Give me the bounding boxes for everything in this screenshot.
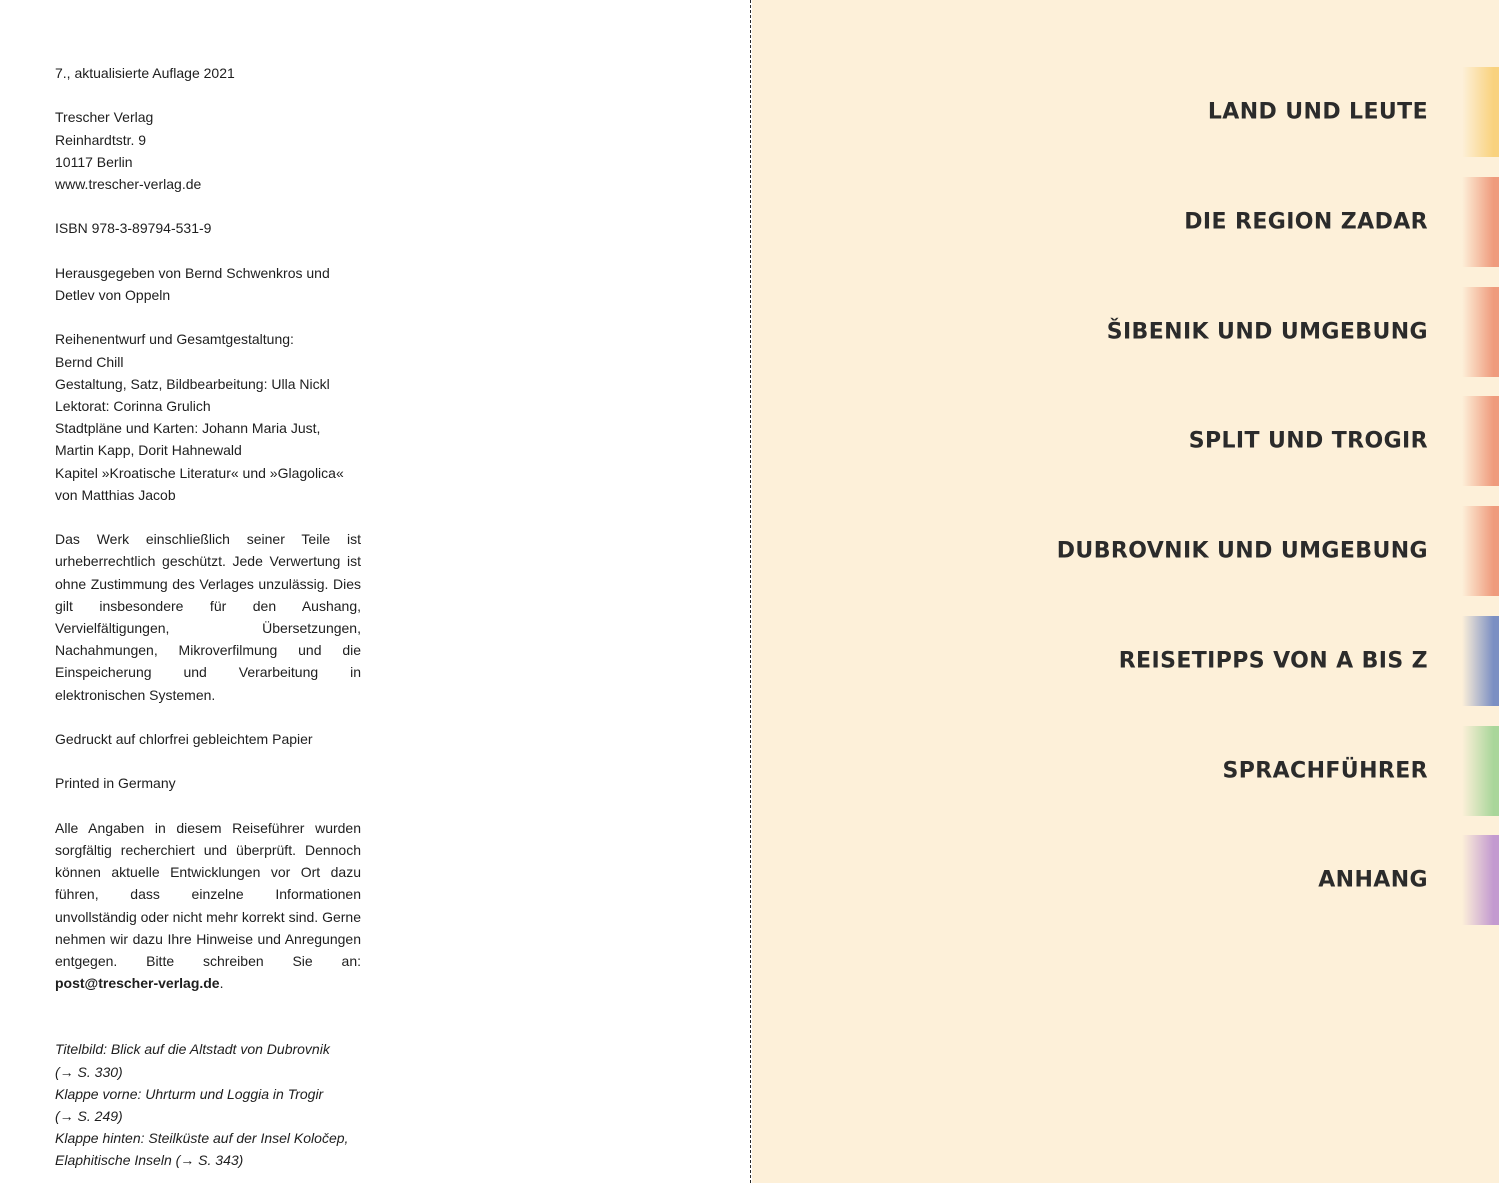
credits-line: Bernd Chill [55, 353, 124, 370]
section-title: DIE REGION ZADAR [1184, 209, 1428, 235]
section-index-page [752, 0, 1499, 1183]
credits-line: von Matthias Jacob [55, 486, 176, 503]
section-sprachfuehrer[interactable] [752, 726, 1499, 816]
section-region-zadar[interactable] [752, 177, 1499, 267]
section-title: REISETIPPS VON A BIS Z [1118, 648, 1428, 674]
editors [55, 262, 361, 306]
editors-line: Herausgegeben von Bernd Schwenkros und [55, 264, 330, 281]
section-title: DUBROVNIK UND UMGEBUNG [1056, 538, 1428, 564]
caption-line: (→ S. 330) [55, 1063, 123, 1080]
section-tab[interactable] [1462, 287, 1499, 377]
editors-line: Detlev von Oppeln [55, 286, 171, 303]
publisher-name: Trescher Verlag [55, 109, 154, 126]
section-split-trogir[interactable] [752, 396, 1499, 486]
section-title: ANHANG [1318, 867, 1428, 893]
publisher-city: 10117 Berlin [55, 153, 133, 170]
section-title: SPLIT UND TROGIR [1188, 428, 1428, 454]
section-tab[interactable] [1462, 177, 1499, 267]
isbn: ISBN 978-3-89794-531-9 [55, 220, 212, 237]
publisher-street: Reinhardtstr. 9 [55, 131, 147, 148]
disclaimer-text: Alle Angaben in diesem Reiseführer wurden sorgfältig recherchiert und überprüft. Dennoch können aktuelle Entwicklungen vor Ort dazu führen, dass einzelne Informationen unvollständig oder nicht mehr korrekt sind. Gerne nehmen wir dazu Ihre Hinweise und Anregungen entgegen. Bitte schreiben Sie an: [55, 819, 361, 969]
section-index [752, 0, 1499, 1183]
credits-line: Reihenentwurf und Gesamtgestaltung: [55, 331, 294, 348]
paper-notice: Gedruckt auf chlorfrei gebleichtem Papier [55, 731, 313, 747]
credits-line: Gestaltung, Satz, Bildbearbeitung: Ulla Nickl [55, 375, 330, 392]
caption-line: Klappe vorne: Uhrturm und Loggia in Trogir [55, 1085, 324, 1102]
disclaimer-end: . [219, 975, 224, 992]
printed-in: Printed in Germany [55, 775, 176, 792]
caption-line: (→ S. 249) [55, 1108, 123, 1125]
edition-line: 7., aktualisierte Auflage 2021 [55, 65, 235, 81]
section-sibenik[interactable] [752, 287, 1499, 377]
section-tab[interactable] [1462, 396, 1499, 486]
section-tab[interactable] [1462, 616, 1499, 706]
publisher-address [55, 106, 361, 195]
credits-line: Stadtpläne und Karten: Johann Maria Just, [55, 420, 321, 437]
section-tab[interactable] [1462, 726, 1499, 816]
image-captions [55, 1038, 361, 1171]
credits [55, 328, 361, 506]
caption-line: Klappe hinten: Steilküste auf der Insel Koločep, [55, 1130, 349, 1147]
section-land-und-leute[interactable] [752, 67, 1499, 157]
copyright-notice: Das Werk einschließlich seiner Teile ist urheberrechtlich geschützt. Jede Verwertung ist ohne Zustimmung des Verlages unzulässig. Dies gilt insbesondere für den Aushang, Vervielfältigungen, Übersetzungen, Nachahmungen, Mikroverfilmung und die Einspeicherung und Verarbeitung in elektronischen Systemen. [55, 531, 361, 703]
credits-line: Lektorat: Corinna Grulich [55, 397, 211, 414]
section-title: SPRACHFÜHRER [1222, 758, 1428, 784]
section-tab[interactable] [1462, 67, 1499, 157]
section-title: ŠIBENIK UND UMGEBUNG [1106, 319, 1428, 345]
caption-line: Elaphitische Inseln (→ S. 343) [55, 1152, 244, 1169]
disclaimer [55, 817, 361, 995]
section-title: LAND UND LEUTE [1207, 99, 1428, 125]
section-anhang[interactable] [752, 835, 1499, 925]
credits-line: Martin Kapp, Dorit Hahnewald [55, 442, 242, 459]
section-tab[interactable] [1462, 835, 1499, 925]
imprint-text [55, 62, 361, 1172]
publisher-website: www.trescher-verlag.de [55, 176, 202, 192]
contact-email: post@trescher-verlag.de [55, 975, 220, 992]
fold-line [750, 0, 751, 1183]
section-tab[interactable] [1462, 506, 1499, 596]
section-reisetipps[interactable] [752, 616, 1499, 706]
caption-line: Titelbild: Blick auf die Altstadt von Dubrovnik [55, 1041, 330, 1058]
section-dubrovnik[interactable] [752, 506, 1499, 596]
credits-line: Kapitel »Kroatische Literatur« und »Glagolica« [55, 464, 344, 481]
